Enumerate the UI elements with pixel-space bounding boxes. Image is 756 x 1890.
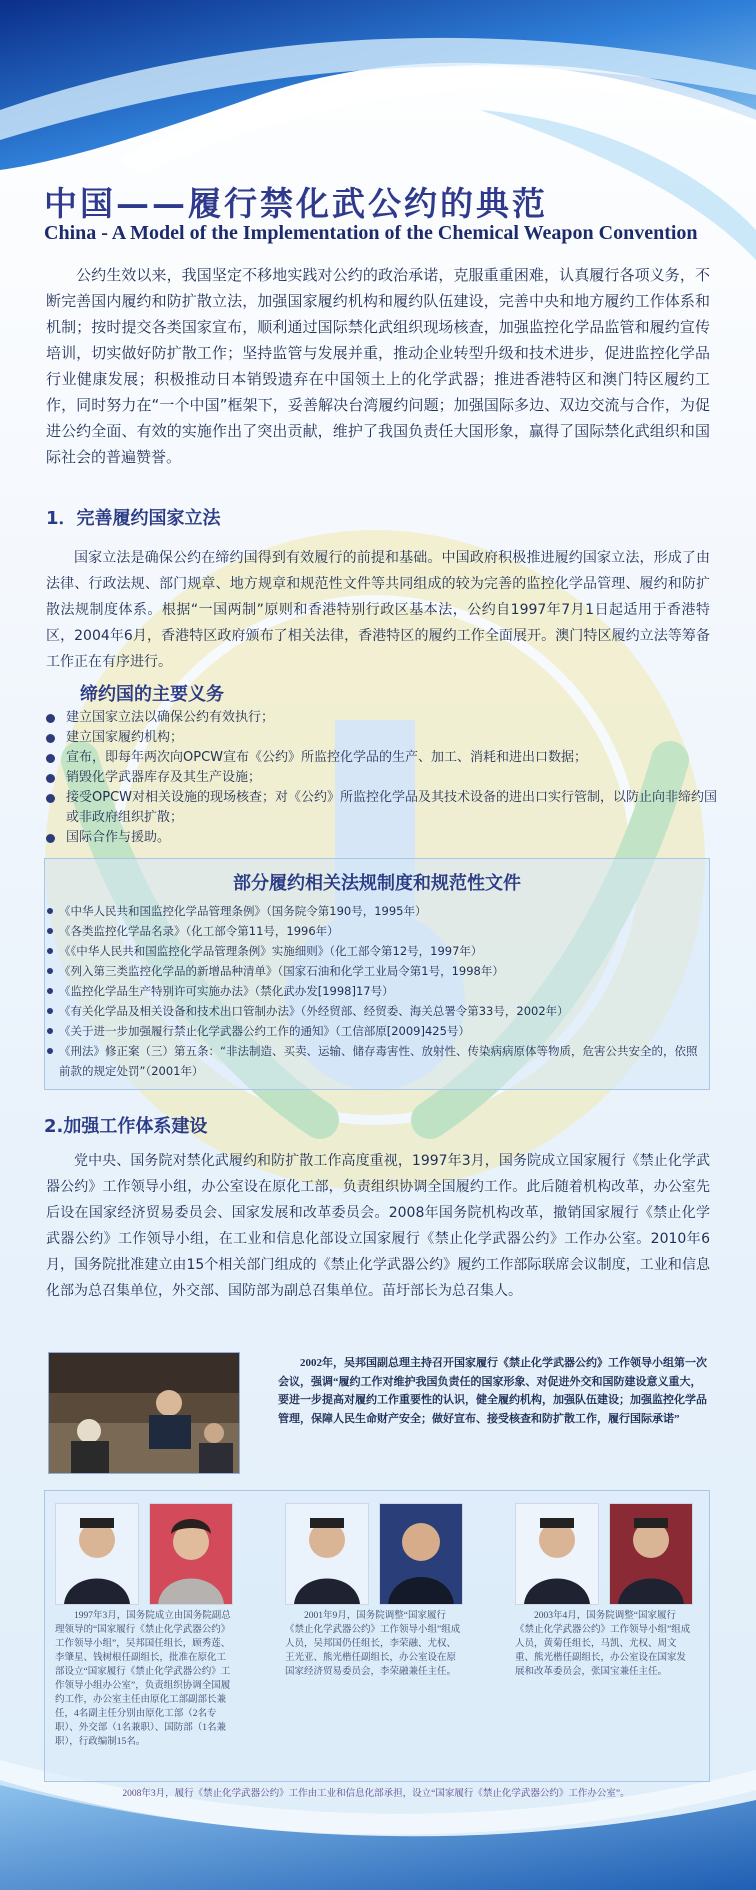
list-item: 宣布，即每年两次向OPCW宣布《公约》所监控化学品的生产、加工、消耗和进出口数据； (44, 748, 724, 768)
footer-caption: 2008年3月，履行《禁止化学武器公约》工作由工业和信息化部承担，设立“国家履行《禁止化学武器公约》工作办公室”。 (122, 1789, 630, 1799)
portrait-photo (609, 1503, 693, 1605)
meeting-photo (48, 1352, 240, 1474)
list-item: 《中华人民共和国监控化学品管理条例》（国务院令第190号，1995年） (45, 901, 705, 921)
section2-paragraph: 党中央、国务院对禁化武履约和防扩散工作高度重视，1997年3月，国务院成立国家履行《禁止化学武器公约》工作领导小组，办公室设在原化工部，负责组织协调全国履约工作。此后随着机构改革，办公室先后设在国家经济贸易委员会、国家发展和改革委员会。2008年国务院机构改革，撤销国家履行《禁止化学武器公约》工作领导小组，在工业和信息化部设立国家履行《禁止化学武器公约》工作办公室。2010年6月，国务院批准建立由15个相关部门组成的《禁止化学武器公约》履约工作部际联席会议制度，工业和信息化部为总召集单位，外交部、国防部为副总召集单位。苗圩部长为总召集人。 (46, 1153, 710, 1299)
portrait-photo (55, 1503, 139, 1605)
laws-list (45, 901, 705, 1081)
list-item: 《关于进一步加强履行禁止化学武器公约工作的通知》（工信部原[2009]425号） (45, 1021, 705, 1041)
portrait-photo (149, 1503, 233, 1605)
list-item: 销毁化学武器库存及其生产设施； (44, 768, 724, 788)
list-item: 国际合作与援助。 (44, 828, 724, 848)
portrait-caption: 2001年9月，国务院调整“国家履行《禁止化学武器公约》工作领导小组”组成人员，吴邦国仍任组长，李荣融、尤权、王光亚、熊光楷任副组长，办公室设在原国家经济贸易委员会，李荣融兼任主任。 (285, 1611, 461, 1677)
duties-heading: 缔约国的主要义务 (80, 684, 224, 705)
portrait-caption: 2003年4月，国务院调整“国家履行《禁止化学武器公约》工作领导小组”组成人员，黄菊任组长，马凯、尤权、周文重、熊光楷任副组长，办公室设在国家发展和改革委员会，张国宝兼任主任。 (515, 1611, 691, 1677)
list-item: 建立国家履约机构； (44, 728, 724, 748)
duties-list (44, 708, 724, 848)
section2-heading: 2.加强工作体系建设 (44, 1116, 208, 1137)
list-item: 建立国家立法以确保公约有效执行； (44, 708, 724, 728)
photo-caption: 2002年，吴邦国副总理主持召开国家履行《禁止化学武器公约》工作领导小组第一次会议，强调“履约工作对维护我国负责任的国家形象、对促进外交和国防建设意义重大，要进一步提高对履约工作重要性的认识，健全履约机构，加强队伍建设；加强监控化学品管理，保障人民生命财产安全；做好宣布、接受核查和防扩散工作，履行国际承诺” (278, 1357, 707, 1425)
section1-heading: 1．完善履约国家立法 (46, 508, 221, 529)
section1-paragraph: 国家立法是确保公约在缔约国得到有效履行的前提和基础。中国政府积极推进履约国家立法，形成了由法律、行政法规、部门规章、地方规章和规范性文件等共同组成的较为完善的监控化学品管理、履约和防扩散法规制度体系。根据“一国两制”原则和香港特别行政区基本法，公约自1997年7月1日起适用于香港特区，2004年6月，香港特区政府颁布了相关法律，香港特区的履约工作全面展开。澳门特区履约立法等筹备工作正在有序进行。 (46, 550, 710, 670)
list-item: 接受OPCW对相关设施的现场核查；对《公约》所监控化学品及其技术设备的进出口实行管制，以防止向非缔约国或非政府组织扩散； (44, 788, 724, 828)
laws-box (44, 858, 710, 1090)
portrait-caption: 1997年3月，国务院成立由国务院副总理领导的“国家履行《禁止化学武器公约》工作领导小组”，吴邦国任组长，顾秀莲、李肇星、钱树根任副组长，批准在原化工部设立“国家履行《禁止化学武器公约》工作领导小组办公室”，负责组织协调全国履约工作，办公室主任由原化工部副部长兼任，4名副主任分别由原化工部（2名专职）、外交部（1名兼职）、国防部（1名兼职），行政编制15名。 (55, 1611, 231, 1747)
laws-heading: 部分履约相关法规制度和规范性文件 (233, 873, 521, 894)
portrait-photo (515, 1503, 599, 1605)
portrait-photo (379, 1503, 463, 1605)
portrait-photo (285, 1503, 369, 1605)
list-item: 《各类监控化学品名录》（化工部令第11号，1996年） (45, 921, 705, 941)
list-item: 《《中华人民共和国监控化学品管理条例》实施细则》（化工部令第12号，1997年） (45, 941, 705, 961)
page-subtitle: China - A Model of the Implementation of the Chemical Weapon Convention (44, 222, 698, 244)
list-item: 《列入第三类监控化学品的新增品种清单》（国家石油和化学工业局令第1号，1998年） (45, 961, 705, 981)
list-item: 《有关化学品及相关设备和技术出口管制办法》（外经贸部、经贸委、海关总署令第33号，2002年） (45, 1001, 705, 1021)
list-item: 《监控化学品生产特别许可实施办法》（禁化武办发[1998]17号） (45, 981, 705, 1001)
intro-paragraph: 公约生效以来，我国坚定不移地实践对公约的政治承诺，克服重重困难，认真履行各项义务，不断完善国内履约和防扩散立法，加强国家履约机构和履约队伍建设，完善中央和地方履约工作体系和机制；按时提交各类国家宣布，顺利通过国际禁化武组织现场核查，加强监控化学品监管和履约宣传培训，切实做好防扩散工作；坚持监管与发展并重，推动企业转型升级和技术进步，促进监控化学品行业健康发展；积极推动日本销毁遗弃在中国领土上的化学武器；推进香港特区和澳门特区履约工作，同时努力在“一个中国”框架下，妥善解决台湾履约问题；加强国际多边、双边交流与合作，为促进公约全面、有效的实施作出了突出贡献，维护了我国负责任大国形象，赢得了国际禁化武组织和国际社会的普遍赞誉。 (46, 266, 710, 466)
portraits-panel (44, 1490, 710, 1782)
list-item: 《刑法》修正案（三）第五条：“非法制造、买卖、运输、储存毒害性、放射性、传染病病原体等物质，危害公共安全的，依照前款的规定处罚”（2001年） (45, 1041, 705, 1081)
page-title: 中国——履行禁化武公约的典范 (44, 184, 548, 223)
